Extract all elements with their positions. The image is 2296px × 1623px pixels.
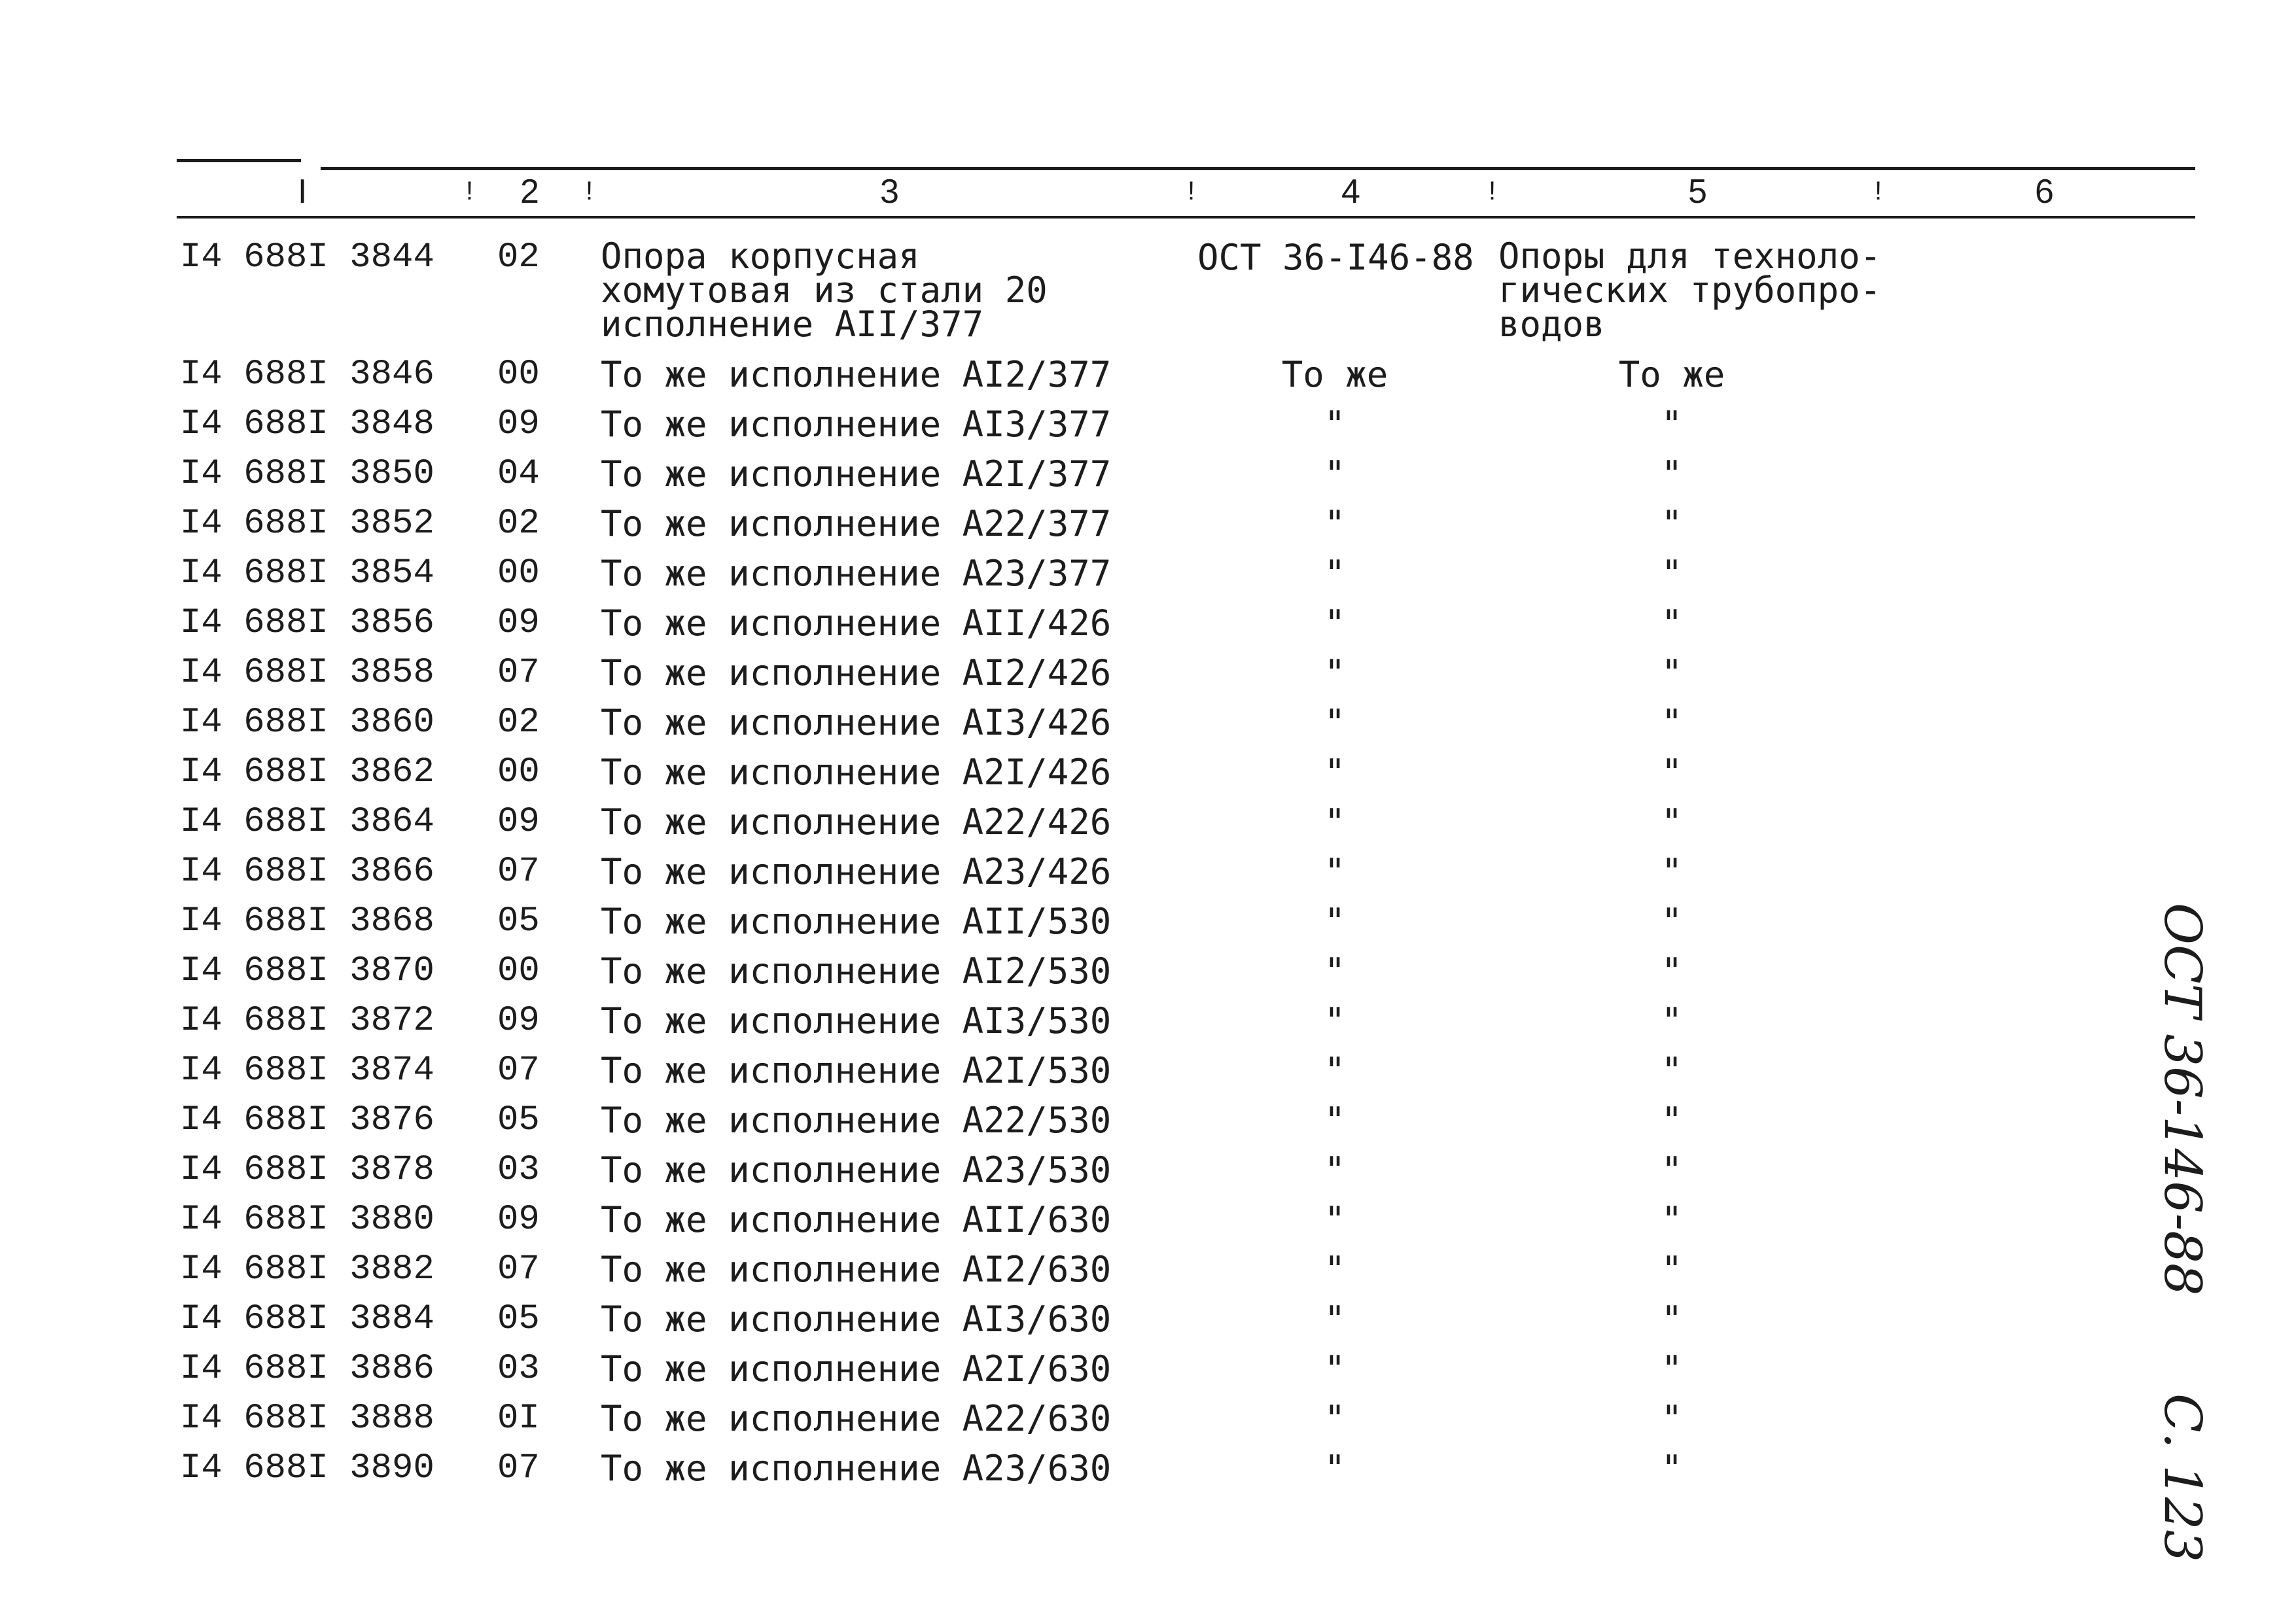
designation-code: I4 688I 3880 [180,1200,434,1240]
ditto-mark: " [1661,1050,1683,1091]
check-digits: 05 [497,901,540,941]
item-name: То же исполнение AI2/377 [601,354,1112,395]
item-name: То же исполнение A22/530 [601,1100,1112,1141]
check-digits: 07 [497,852,540,892]
item-name: То же исполнение AII/630 [601,1199,1112,1240]
header-col-5: 5 [1688,173,1707,211]
designation-code: I4 688I 3870 [180,951,434,991]
item-name: То же исполнение AI2/530 [601,951,1112,992]
table-row [0,599,2225,648]
header-col-2: 2 [520,173,539,211]
designation-code: I4 688I 3886 [180,1349,434,1389]
item-name: То же исполнение A2I/377 [601,453,1112,495]
table-row [0,233,2225,344]
designation-code: I4 688I 3884 [180,1299,434,1339]
ditto-mark: " [1324,1199,1346,1240]
item-name: То же исполнение A22/426 [601,801,1112,843]
ditto-mark: " [1324,1000,1346,1041]
ditto-mark: " [1661,1249,1683,1290]
designation-code: I4 688I 3848 [180,404,434,444]
ditto-mark: " [1661,553,1683,594]
item-name: То же исполнение AI3/630 [601,1299,1112,1340]
ditto-mark: " [1324,602,1346,644]
check-digits: 0I [497,1399,540,1439]
check-digits: 07 [497,653,540,693]
header-separator: ! [1875,177,1882,205]
item-name: То же исполнение A23/426 [601,851,1112,892]
note: То же [1618,354,1725,395]
check-digits: 07 [497,1249,540,1289]
item-name: То же исполнение AI2/426 [601,652,1112,693]
table-row [0,350,2225,400]
check-digits: 09 [497,802,540,842]
ditto-mark: " [1324,801,1346,843]
table-row [0,1394,2225,1444]
ditto-mark: " [1661,1348,1683,1389]
designation-code: I4 688I 3860 [180,703,434,742]
ditto-mark: " [1324,1249,1346,1290]
margin-document-code: ОСТ 36-146-88 [2153,903,2212,1296]
ditto-mark: " [1324,1050,1346,1091]
check-digits: 09 [497,603,540,643]
header-top-rule-left [177,159,301,162]
designation-code: I4 688I 3876 [180,1100,434,1140]
designation-code: I4 688I 3858 [180,653,434,693]
ditto-mark: " [1324,1299,1346,1340]
item-name: То же исполнение AII/426 [601,602,1112,644]
table-row [0,947,2225,996]
designation-code: I4 688I 3888 [180,1399,434,1439]
designation-code: I4 688I 3850 [180,454,434,494]
margin-page-number: С. 123 [2153,1393,2212,1563]
table-row [0,449,2225,499]
check-digits: 03 [497,1150,540,1190]
ditto-mark: " [1661,652,1683,693]
ditto-mark: " [1661,702,1683,743]
standard-doc: То же [1281,354,1388,395]
header-separator: ! [586,177,593,205]
ditto-mark: " [1324,553,1346,594]
check-digits: 05 [497,1299,540,1339]
table-row [0,549,2225,599]
ditto-mark: " [1324,652,1346,693]
header-col-1: I [298,173,308,211]
item-name: То же исполнение A22/630 [601,1398,1112,1439]
note: Опоры для техноло-гических трубопро-водов [1498,236,1882,345]
ditto-mark: " [1661,1299,1683,1340]
check-digits: 09 [497,404,540,444]
designation-code: I4 688I 3868 [180,901,434,941]
designation-code: I4 688I 3866 [180,852,434,892]
ditto-mark: " [1324,1149,1346,1191]
check-digits: 02 [497,504,540,544]
table-row [0,1344,2225,1394]
ditto-mark: " [1661,1149,1683,1191]
header-separator: ! [466,177,474,205]
ditto-mark: " [1324,404,1346,445]
header-separator: ! [1489,177,1496,205]
header-top-rule [321,167,2195,170]
ditto-mark: " [1324,1448,1346,1489]
designation-code: I4 688I 3852 [180,504,434,544]
item-name: То же исполнение AI3/426 [601,702,1112,743]
table-row [0,1046,2225,1096]
item-name: То же исполнение A23/530 [601,1149,1112,1191]
ditto-mark: " [1324,1348,1346,1389]
designation-code: I4 688I 3862 [180,752,434,792]
ditto-mark: " [1324,951,1346,992]
ditto-mark: " [1661,503,1683,544]
item-name: То же исполнение AI2/630 [601,1249,1112,1290]
item-name: То же исполнение A2I/426 [601,752,1112,793]
header-bottom-rule [177,216,2195,218]
check-digits: 04 [497,454,540,494]
designation-code: I4 688I 3874 [180,1051,434,1091]
ditto-mark: " [1324,1100,1346,1141]
check-digits: 07 [497,1051,540,1091]
table-row [0,748,2225,797]
table-row [0,996,2225,1046]
check-digits: 05 [497,1100,540,1140]
standard-doc: ОСТ 36-I46-88 [1197,237,1474,278]
ditto-mark: " [1661,453,1683,495]
table-row [0,648,2225,698]
designation-code: I4 688I 3854 [180,553,434,593]
ditto-mark: " [1661,602,1683,644]
table-row [0,897,2225,947]
designation-code: I4 688I 3872 [180,1001,434,1041]
item-name: То же исполнение A2I/630 [601,1348,1112,1389]
check-digits: 09 [497,1001,540,1041]
check-digits: 00 [497,553,540,593]
designation-code: I4 688I 3864 [180,802,434,842]
item-name: То же исполнение A23/377 [601,553,1112,594]
designation-code: I4 688I 3890 [180,1448,434,1488]
item-name: То же исполнение A22/377 [601,503,1112,544]
table-row [0,499,2225,549]
check-digits: 00 [497,752,540,792]
item-name: То же исполнение AI3/530 [601,1000,1112,1041]
ditto-mark: " [1661,901,1683,942]
item-name: То же исполнение AI3/377 [601,404,1112,445]
table-row [0,1145,2225,1195]
header-separator: ! [1188,177,1195,205]
ditto-mark: " [1661,1000,1683,1041]
table-row [0,1195,2225,1245]
ditto-mark: " [1661,1199,1683,1240]
ditto-mark: " [1661,1448,1683,1489]
header-col-4: 4 [1341,173,1360,211]
check-digits: 00 [497,355,540,394]
check-digits: 02 [497,703,540,742]
check-digits: 03 [497,1349,540,1389]
ditto-mark: " [1324,851,1346,892]
ditto-mark: " [1324,453,1346,495]
ditto-mark: " [1661,801,1683,843]
item-name: То же исполнение A23/630 [601,1448,1112,1489]
ditto-mark: " [1661,851,1683,892]
check-digits: 02 [497,237,540,277]
ditto-mark: " [1661,1100,1683,1141]
table-row [0,698,2225,748]
header-col-3: 3 [880,173,899,211]
ditto-mark: " [1324,1398,1346,1439]
item-name: То же исполнение AII/530 [601,901,1112,942]
header-col-6: 6 [2035,173,2054,211]
table-row [0,1096,2225,1145]
ditto-mark: " [1661,404,1683,445]
check-digits: 09 [497,1200,540,1240]
ditto-mark: " [1324,752,1346,793]
ditto-mark: " [1661,1398,1683,1439]
designation-code: I4 688I 3878 [180,1150,434,1190]
designation-code: I4 688I 3844 [180,237,434,277]
table-row [0,400,2225,449]
table-row [0,1444,2225,1493]
ditto-mark: " [1324,702,1346,743]
item-name: То же исполнение A2I/530 [601,1050,1112,1091]
check-digits: 00 [497,951,540,991]
table-row [0,1295,2225,1344]
item-name: Опора корпусная хомутовая из стали 20 исполнение AII/377 [601,236,1048,345]
ditto-mark: " [1324,901,1346,942]
table-row [0,847,2225,897]
ditto-mark: " [1661,951,1683,992]
designation-code: I4 688I 3882 [180,1249,434,1289]
ditto-mark: " [1661,752,1683,793]
ditto-mark: " [1324,503,1346,544]
table-row [0,1245,2225,1295]
designation-code: I4 688I 3856 [180,603,434,643]
table-row [0,797,2225,847]
check-digits: 07 [497,1448,540,1488]
designation-code: I4 688I 3846 [180,355,434,394]
